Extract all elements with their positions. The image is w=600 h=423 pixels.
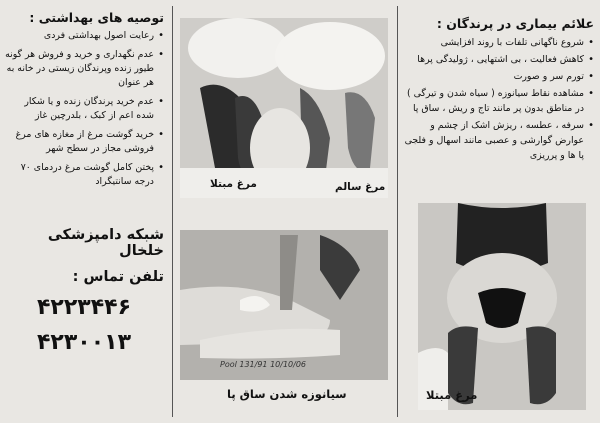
symptom-item: • کاهش فعالیت ، بی اشتهایی ، ژولیدگی پرها (402, 52, 594, 67)
advice-list (4, 29, 164, 189)
caption-infected: مرغ مبتلا (210, 178, 257, 190)
symptoms-title: علائم بیماری در پرندگان : (436, 16, 594, 31)
caption-infected-right: مرغ مبتلا (426, 388, 478, 402)
photo-stamp: Pool 131/91 10/10/06 (220, 360, 306, 369)
legs-illustration (180, 230, 388, 380)
phone-number-2: ۴۲۳۰۰۱۳ (37, 330, 131, 355)
symptom-item: • سرفه ، عطسه ، ریزش اشک از چشم و عوارض گوارشی و عصبی مانند اسهال و فلجی پا ها و پرریزی (402, 118, 594, 163)
chicken-head-illustration (418, 203, 586, 410)
advice-item: • عدم نگهداری و خرید و فروش هر گونه طیور زنده وپرندگان زیستی در خانه به هر عنوان (4, 48, 164, 90)
photos-panel (172, 0, 394, 423)
phone-label: تلفن تماس : (72, 269, 164, 285)
advice-title: توصیه های بهداشتی : (29, 10, 164, 25)
symptom-item: • مشاهده نقاط سیانوزه ( سیاه شدن و تیرگی ) در مناطق بدون پر مانند تاج و ریش ، ساق پا (402, 86, 594, 116)
health-advice-panel (0, 0, 170, 423)
symptoms-list (402, 35, 594, 163)
advice-item: • پختن کامل گوشت مرغ دردمای ۷۰ درجه سانتیگراد (4, 161, 164, 189)
phone-number-1: ۴۲۲۳۴۴۶ (37, 295, 131, 320)
caption-healthy: مرغ سالم (335, 181, 386, 193)
network-name: شبکه دامپزشکی خلخال (47, 227, 164, 259)
advice-item: • عدم خرید پرندگان زنده و یا شکار شده اعم از کبک ، بلدرچین غاز (4, 95, 164, 123)
advice-item: • خرید گوشت مرغ از مغازه های مرغ فروشی مجاز در سطح شهر (4, 128, 164, 156)
caption-cyanosis: سیانوزه شدن ساق پا (227, 387, 347, 401)
chickens-photo (180, 18, 388, 198)
symptom-item: • شروع ناگهانی تلفات با روند افزایشی (402, 35, 594, 50)
advice-item: • رعایت اصول بهداشتی فردی (4, 29, 164, 43)
infected-chicken-photo (418, 203, 586, 410)
legs-photo (180, 230, 388, 380)
symptom-item: • تورم سر و صورت (402, 69, 594, 84)
chickens-illustration (180, 18, 388, 198)
